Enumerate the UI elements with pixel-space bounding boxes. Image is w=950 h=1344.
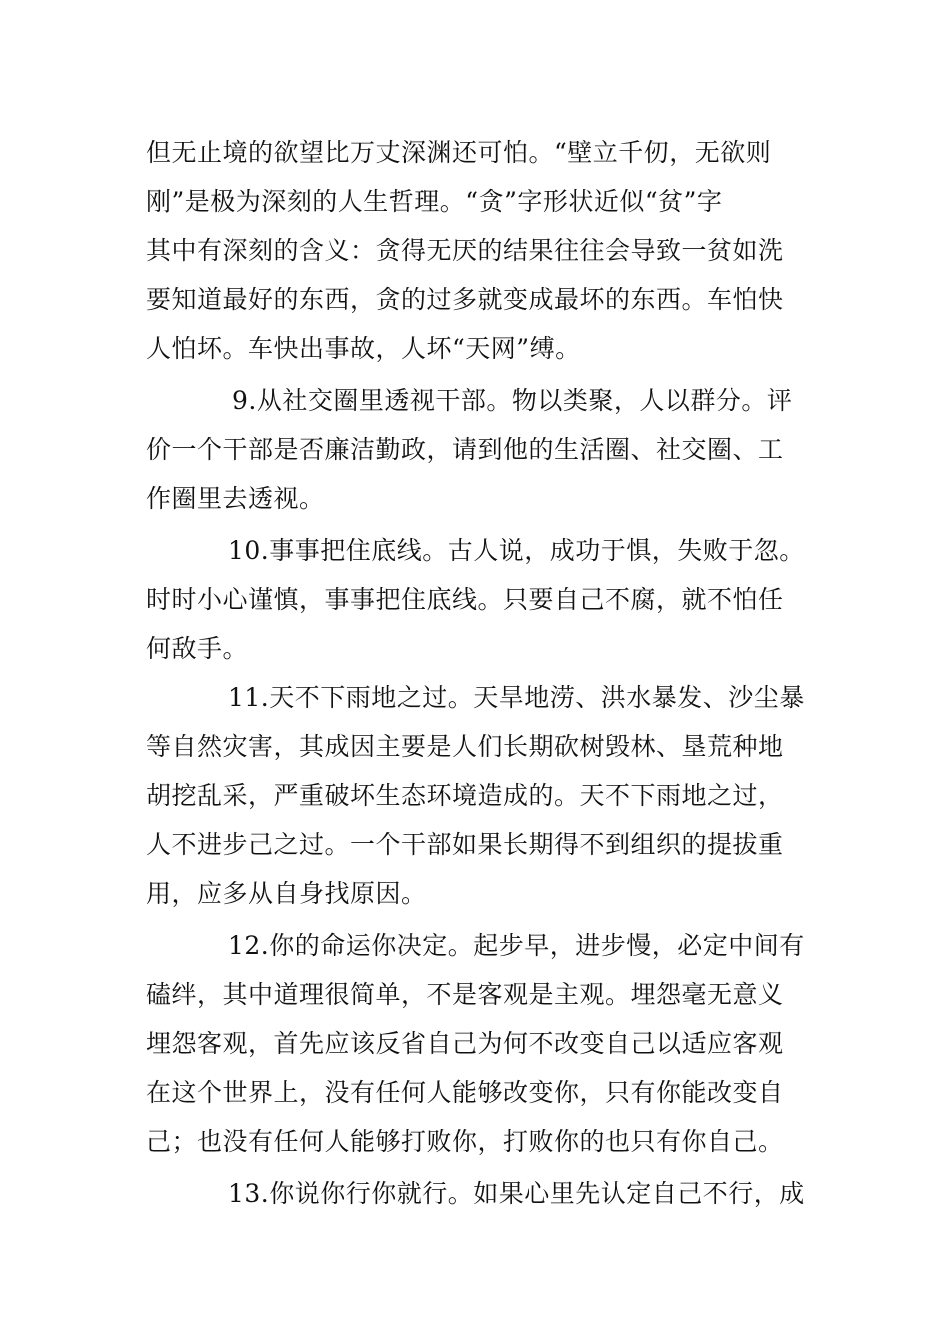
text-line: 胡挖乱采，严重破坏生态环境造成的。天不下雨地之过， [146,781,784,810]
text-line: 刚”是极为深刻的人生哲理。“贪”字形状近似“贫”字 [146,187,723,216]
text-line: 其中有深刻的含义：贪得无厌的结果往往会导致一贫如洗 [146,236,784,265]
text-line: 但无止境的欲望比万丈深渊还可怕。“壁立千仞，无欲则 [146,138,772,167]
paragraph-first-line: 10.事事把住底线。古人说，成功于惧，失败于忽。 [228,536,805,565]
text-line: 在这个世界上，没有任何人能够改变你，只有你能改变自 [146,1078,784,1107]
paragraph-first-line: 11.天不下雨地之过。天旱地涝、洪水暴发、沙尘暴 [228,683,805,712]
text-line: 价一个干部是否廉洁勤政，请到他的生活圈、社交圈、工 [146,435,784,464]
text-line: 要知道最好的东西，贪的过多就变成最坏的东西。车怕快 [146,285,784,314]
paragraph-first-line: 9.从社交圈里透视干部。物以类聚，人以群分。评 [232,386,793,415]
text-line: 磕绊，其中道理很简单，不是客观是主观。埋怨毫无意义 [146,980,784,1009]
text-line: 作圈里去透视。 [146,484,325,513]
text-line: 人不进步己之过。一个干部如果长期得不到组织的提拔重 [146,830,784,859]
paragraph-first-line: 13.你说你行你就行。如果心里先认定自己不行，成 [228,1179,805,1208]
text-line: 己；也没有任何人能够打败你，打败你的也只有你自己。 [146,1127,784,1156]
text-line: 时时小心谨慎，事事把住底线。只要自己不腐，就不怕任 [146,585,784,614]
text-line: 等自然灾害，其成因主要是人们长期砍树毁林、垦荒种地 [146,732,784,761]
text-line: 埋怨客观，首先应该反省自己为何不改变自己以适应客观 [146,1029,784,1058]
paragraph-first-line: 12.你的命运你决定。起步早，进步慢，必定中间有 [228,931,805,960]
text-line: 人怕坏。车快出事故，人坏“天网”缚。 [146,334,581,363]
text-line: 用，应多从自身找原因。 [146,879,427,908]
text-line: 何敌手。 [146,634,249,663]
